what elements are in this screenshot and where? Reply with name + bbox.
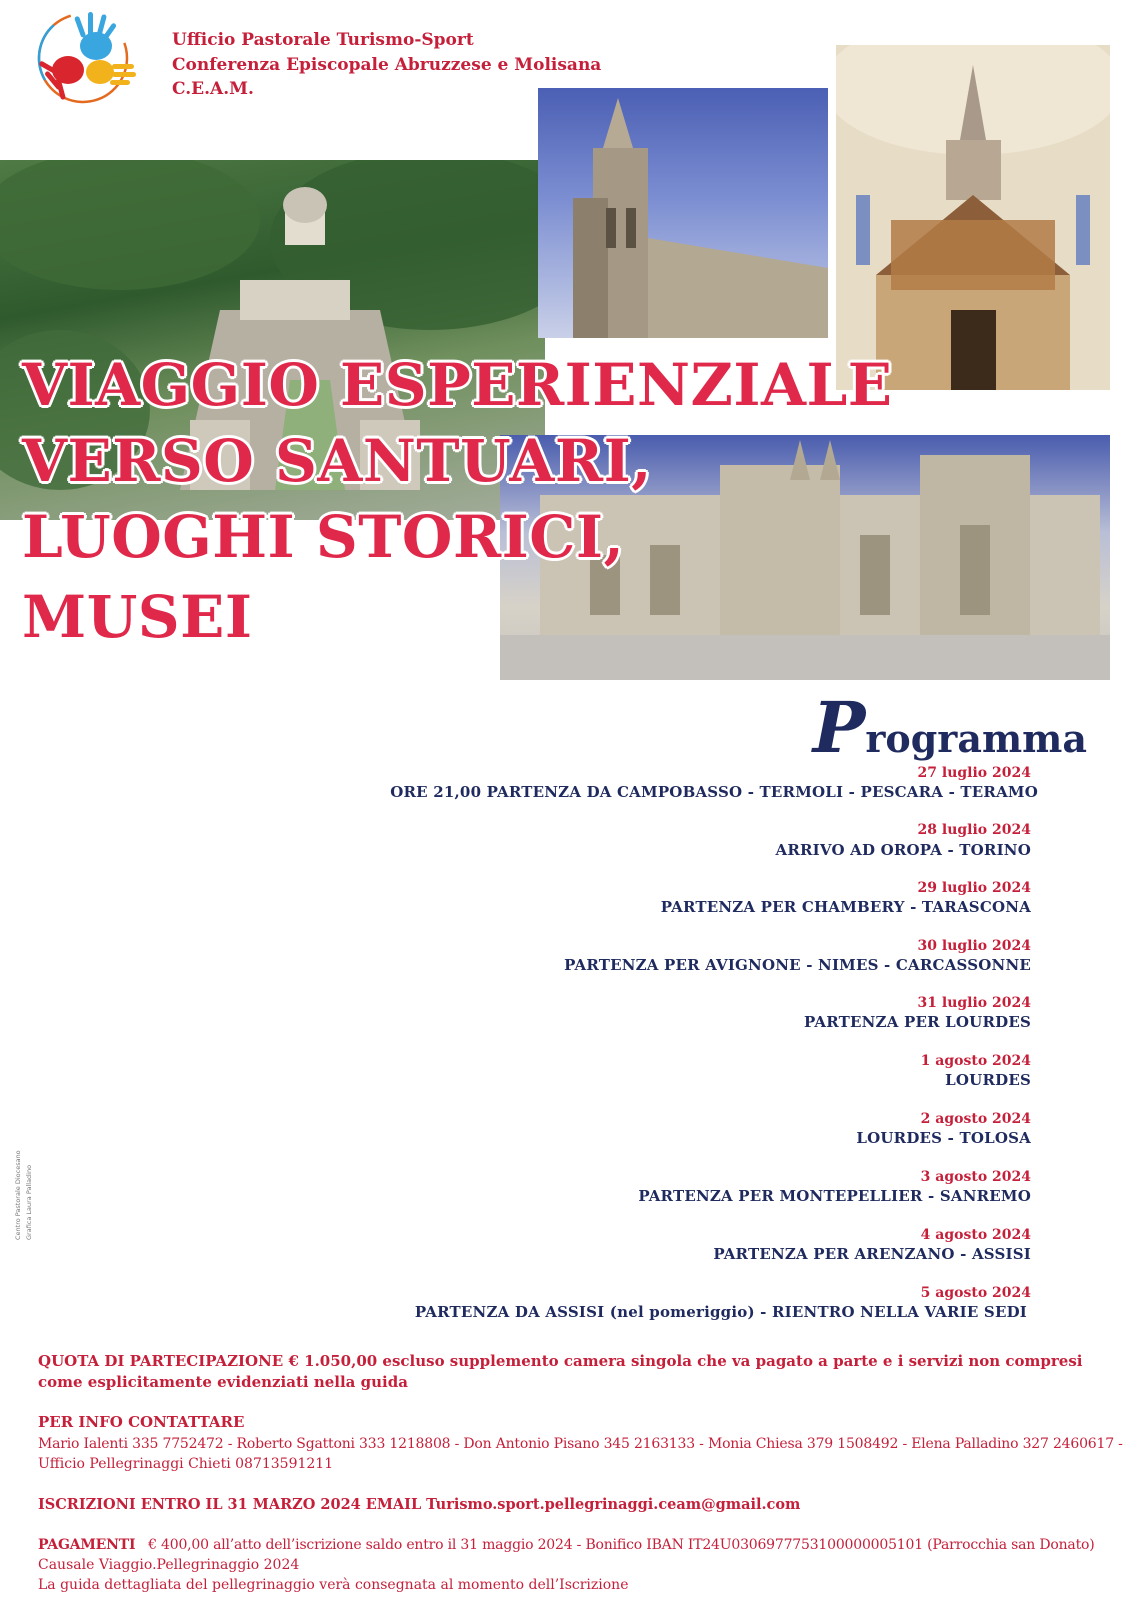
day-3-desc: PARTENZA PER CHAMBERY - TARASCONA (660, 898, 1031, 916)
day-4-desc: PARTENZA PER AVIGNONE - NIMES - CARCASSONNE (564, 956, 1031, 974)
day-7-desc: LOURDES - TOLOSA (856, 1129, 1031, 1147)
contact-line-2: Ufficio Pellegrinaggi Chieti 08713591211 (38, 1456, 334, 1472)
day-9-desc: PARTENZA PER ARENZANO - ASSISI (713, 1245, 1031, 1263)
org-line-conference: Conferenza Episcopale Abruzzese e Molisana (172, 55, 602, 75)
day-6-date: 1 agosto 2024 (920, 1053, 1031, 1069)
credit-line-1: Centro Pastorale Diocesano (14, 1150, 22, 1240)
pagamenti-text: € 400,00 all’atto dell’iscrizione saldo entro il 31 maggio 2024 - Bonifico IBAN IT24U0306977753100000005101 (Parrocchia san Donato) (148, 1537, 1095, 1553)
programma-heading-initial: P (812, 686, 866, 769)
quota-line-2: come esplicitamente evidenziati nella guida (38, 1373, 408, 1391)
day-8-date: 3 agosto 2024 (920, 1169, 1031, 1185)
title-line-2: VERSO SANTUARI, (22, 427, 652, 495)
day-2-date: 28 luglio 2024 (917, 822, 1031, 838)
quota-line-1: QUOTA DI PARTECIPAZIONE € 1.050,00 escluso supplemento camera singola che va pagato a parte e i servizi non compresi (38, 1352, 1083, 1370)
programma-heading (813, 686, 1087, 769)
day-4-date: 30 luglio 2024 (917, 938, 1031, 954)
org-line-acronym: C.E.A.M. (172, 79, 254, 99)
graphic-credit (14, 1130, 44, 1240)
contact-heading: PER INFO CONTATTARE (38, 1413, 245, 1431)
day-2-desc: ARRIVO AD OROPA - TORINO (775, 841, 1031, 859)
blue-hand-icon (74, 12, 117, 60)
day-8-desc: PARTENZA PER MONTEPELLIER - SANREMO (638, 1187, 1031, 1205)
title-line-1: VIAGGIO ESPERIENZIALE (22, 351, 893, 419)
iscrizioni-line: ISCRIZIONI ENTRO IL 31 MARZO 2024 EMAIL Turismo.sport.pellegrinaggi.ceam@gmail.com (38, 1496, 801, 1513)
day-10-date: 5 agosto 2024 (920, 1285, 1031, 1301)
day-9-date: 4 agosto 2024 (920, 1227, 1031, 1243)
title-line-3: LUOGHI STORICI, (22, 503, 625, 571)
day-5-date: 31 luglio 2024 (917, 995, 1031, 1011)
tarascon-church-photo (538, 88, 828, 338)
guida-line: La guida dettagliata del pellegrinaggio verà consegnata al momento dell’Iscrizione (38, 1577, 629, 1593)
credit-line-2: Grafica Laura Palladino (25, 1164, 33, 1240)
hands-logo (8, 8, 158, 108)
day-5-desc: PARTENZA PER LOURDES (804, 1013, 1031, 1031)
day-1-desc: ORE 21,00 PARTENZA DA CAMPOBASSO - TERMOLI - PESCARA - TERAMO (390, 783, 1038, 801)
day-7-date: 2 agosto 2024 (920, 1111, 1031, 1127)
org-line-office: Ufficio Pastorale Turismo-Sport (172, 30, 474, 50)
contact-line-1: Mario Ialenti 335 7752472 - Roberto Sgattoni 333 1218808 - Don Antonio Pisano 345 2163133 - Monia Chiesa 379 1508492 - Elena Palladino 327 2460617 - (38, 1436, 1123, 1452)
causale-line: Causale Viaggio.Pellegrinaggio 2024 (38, 1557, 300, 1573)
pagamenti-label: PAGAMENTI (38, 1537, 136, 1553)
day-3-date: 29 luglio 2024 (917, 880, 1031, 896)
programma-heading-rest: rogramma (865, 716, 1087, 761)
day-6-desc: LOURDES (945, 1071, 1031, 1089)
yellow-hand-icon (86, 60, 136, 85)
day-1-date: 27 luglio 2024 (917, 765, 1031, 781)
porziuncola-chapel-photo (836, 45, 1110, 390)
pagamenti-line (38, 1537, 1094, 1553)
day-10-desc: PARTENZA DA ASSISI (nel pomeriggio) - RIENTRO NELLA VARIE SEDI (414, 1303, 1027, 1321)
title-line-4: MUSEI (22, 583, 253, 651)
